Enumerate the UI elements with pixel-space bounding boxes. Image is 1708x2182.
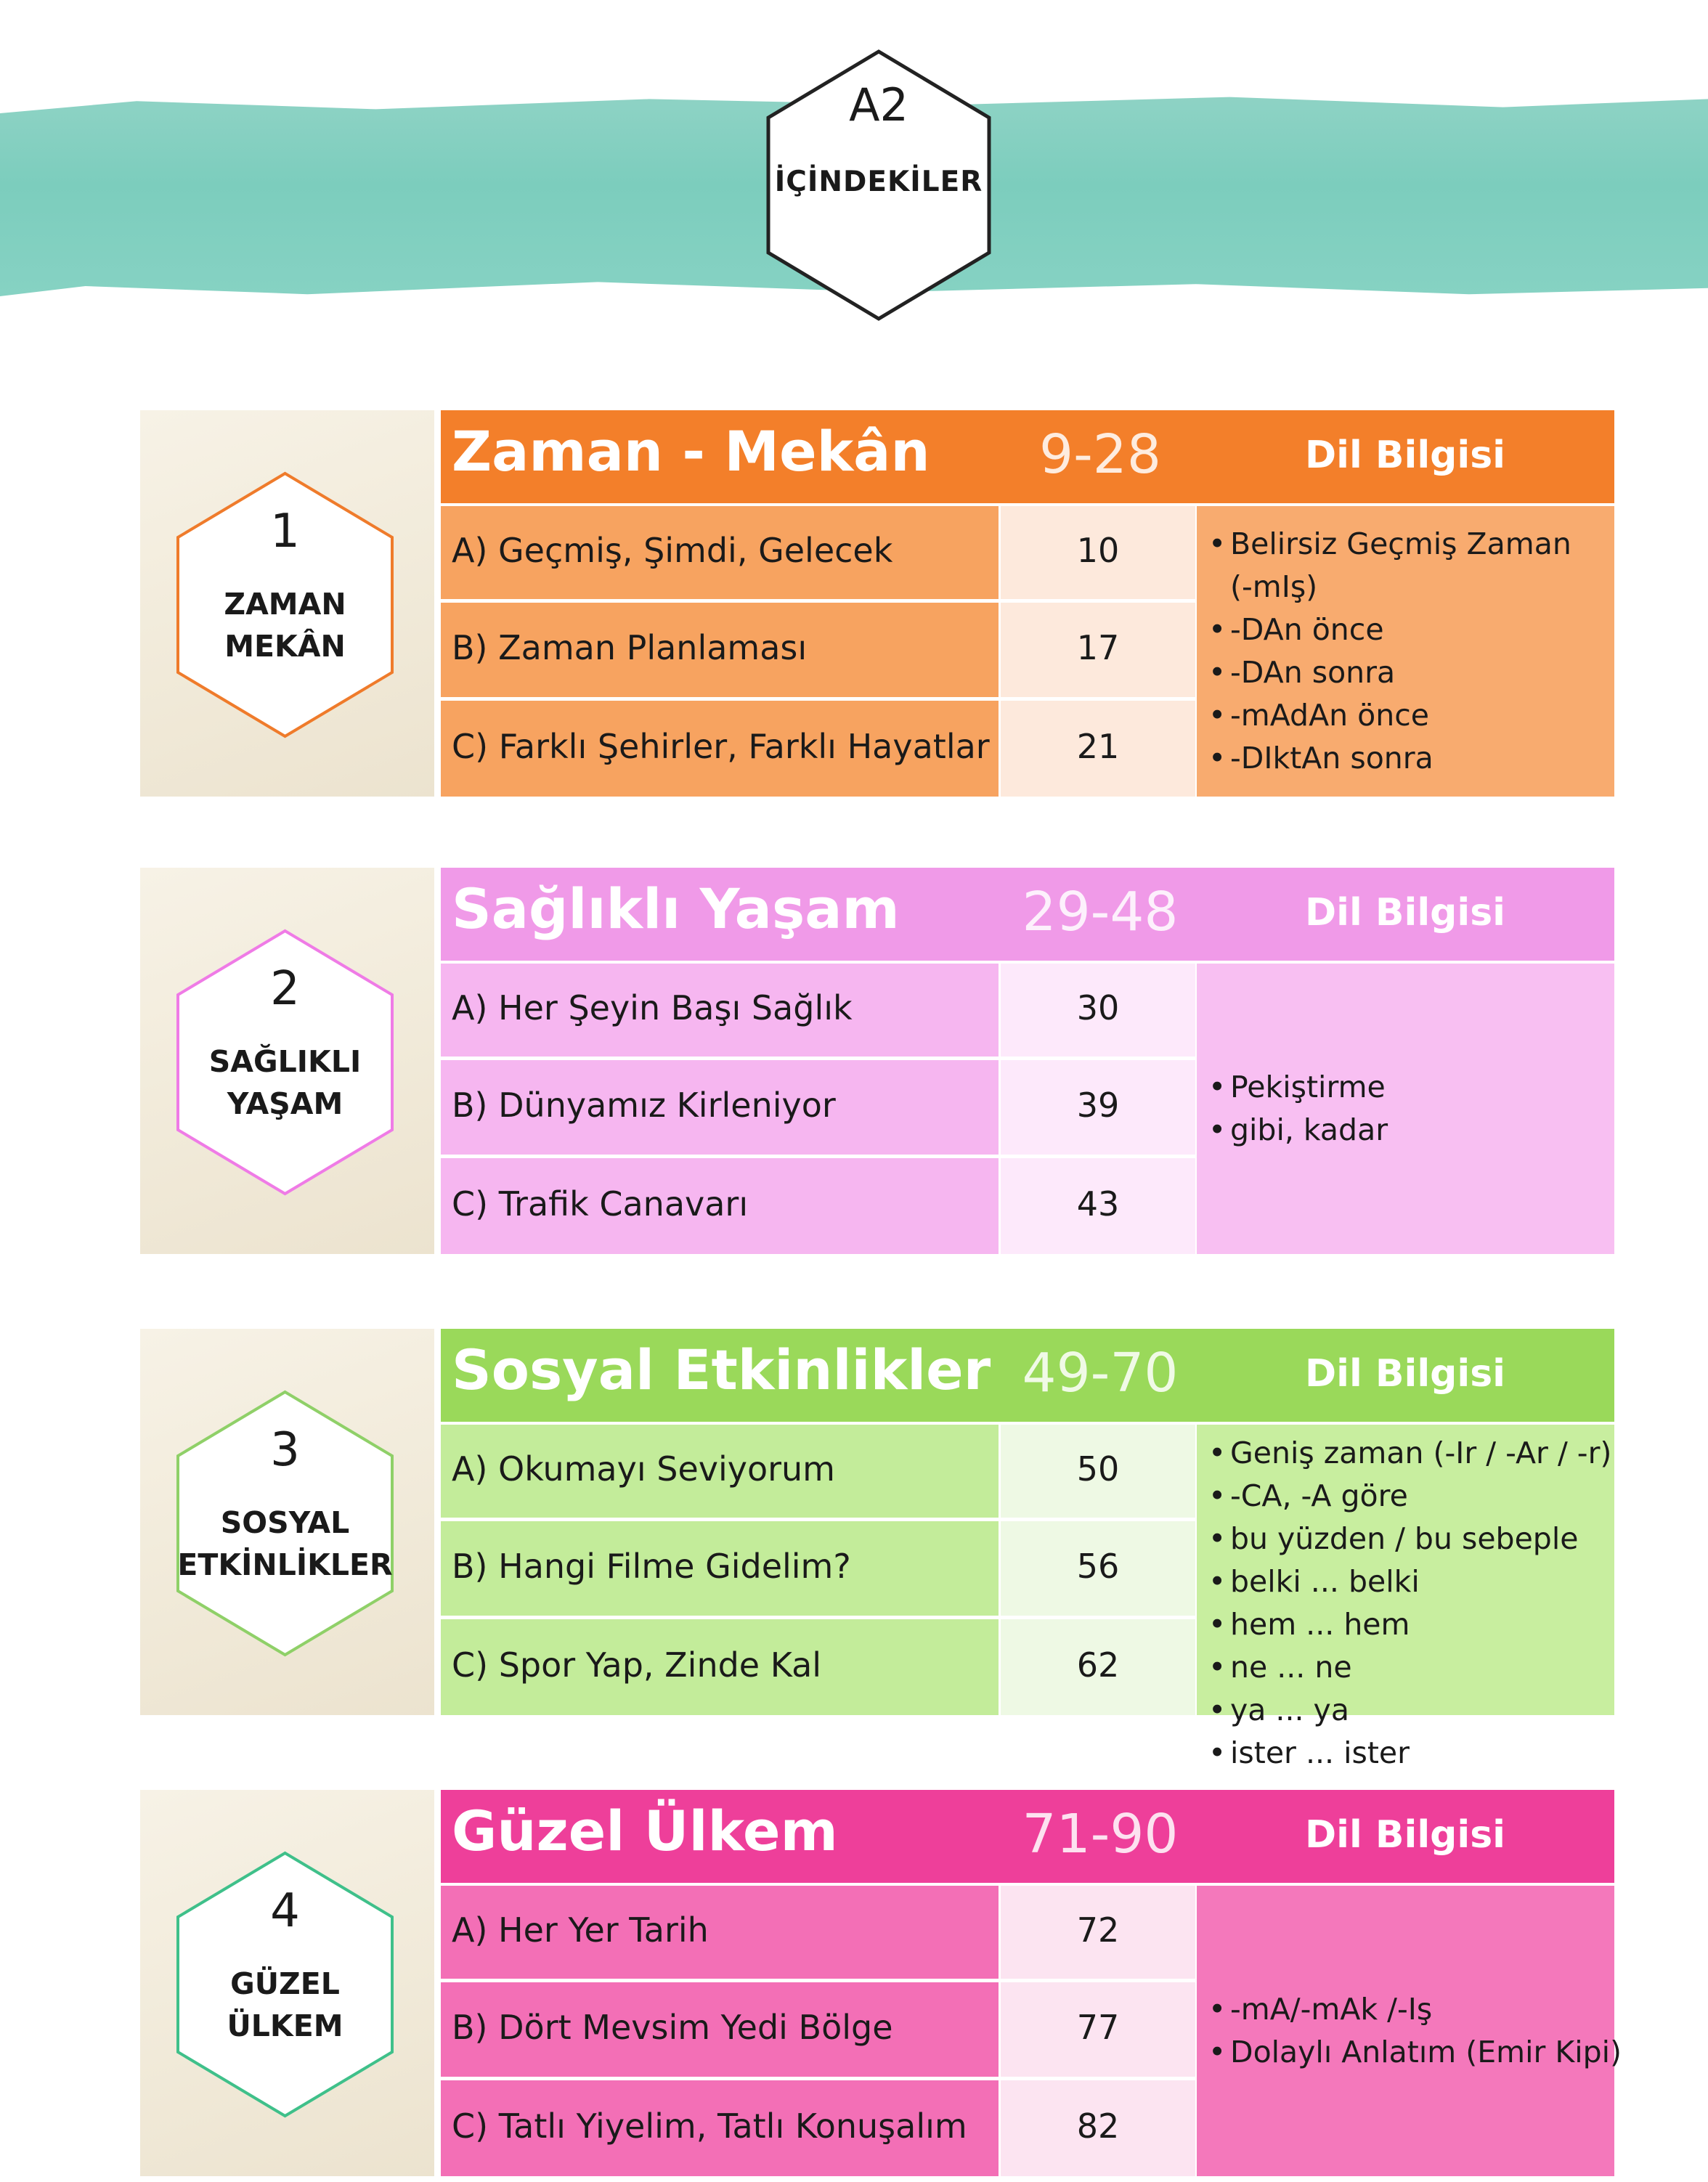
grammar-item: • Pekiştirme [1205,1066,1388,1109]
unit-title: Güzel Ülkem [452,1799,838,1863]
unit-name: GÜZEL ÜLKEM [227,1966,343,2043]
grammar-item: • -DAn sonra [1205,651,1571,694]
unit-number: 2 [270,962,300,1016]
grammar-list [1205,1066,1388,1152]
unit-section [0,410,1708,802]
unit-section [0,1329,1708,1770]
lesson-title[interactable]: A) Geçmiş, Şimdi, Gelecek [452,531,893,570]
grammar-item: • -DIktAn sonra [1205,737,1571,780]
lesson-page-number: 72 [1076,1910,1120,1950]
grammar-item: • -mAdAn önce [1205,694,1571,737]
unit-title: Sosyal Etkinlikler [452,1338,991,1402]
unit-page-range: 49-70 [1022,1342,1179,1404]
grammar-item: • Belirsiz Geçmiş Zaman [1205,523,1571,566]
unit-name: SAĞLIKLI YAŞAM [208,1044,362,1121]
lesson-page-number: 10 [1076,531,1120,570]
unit-title: Zaman - Mekân [452,419,930,484]
lesson-title[interactable]: B) Dünyamız Kirleniyor [452,1086,836,1125]
grammar-header: Dil Bilgisi [1304,891,1506,935]
unit-page-range: 29-48 [1022,881,1179,943]
unit-number: 4 [270,1884,300,1938]
grammar-item: • -CA, -A göre [1205,1475,1611,1518]
lesson-page-number: 43 [1076,1184,1120,1224]
grammar-item: • belki ... belki [1205,1560,1611,1603]
unit-number: 3 [270,1423,300,1477]
lesson-page-number: 77 [1076,2008,1120,2047]
grammar-header: Dil Bilgisi [1304,1352,1506,1396]
grammar-list [1205,1432,1611,1775]
lesson-title[interactable]: C) Trafik Canavarı [452,1184,749,1224]
unit-page-range: 9-28 [1039,423,1161,486]
lesson-title[interactable]: B) Hangi Filme Gidelim? [452,1547,851,1586]
grammar-header: Dil Bilgisi [1304,433,1506,477]
unit-number: 1 [270,505,300,558]
unit-section [0,868,1708,1260]
grammar-item: • ya ... ya [1205,1689,1611,1732]
lesson-page-number: 30 [1076,988,1120,1027]
lesson-page-number: 82 [1076,2106,1120,2146]
grammar-list [1205,1988,1622,2074]
unit-title: Sağlıklı Yaşam [452,876,900,941]
lesson-page-number: 17 [1076,628,1120,667]
unit-name: SOSYAL ETKİNLİKLER [177,1505,393,1582]
grammar-item: (-mIş) [1230,569,1318,604]
lesson-page-number: 39 [1076,1086,1120,1125]
grammar-list [1205,523,1571,780]
lesson-title[interactable]: A) Okumayı Seviyorum [452,1449,835,1489]
lesson-title[interactable]: C) Tatlı Yiyelim, Tatlı Konuşalım [452,2106,967,2146]
unit-name: ZAMAN MEKÂN [224,587,346,664]
grammar-item: • gibi, kadar [1205,1109,1388,1152]
lesson-page-number: 21 [1076,727,1120,766]
lesson-title[interactable]: C) Spor Yap, Zinde Kal [452,1645,822,1685]
grammar-item: • ister ... ister [1205,1732,1611,1775]
level-code: A2 [849,78,908,131]
lesson-title[interactable]: C) Farklı Şehirler, Farklı Hayatlar [452,727,990,766]
grammar-item: • ne ... ne [1205,1646,1611,1689]
lesson-page-number: 62 [1076,1645,1120,1685]
grammar-item: • -DAn önce [1205,608,1571,651]
grammar-item: • Dolaylı Anlatım (Emir Kipi) [1205,2031,1622,2074]
lesson-title[interactable]: A) Her Şeyin Başı Sağlık [452,988,853,1027]
grammar-item: • hem ... hem [1205,1603,1611,1646]
grammar-header: Dil Bilgisi [1304,1813,1506,1857]
grammar-item: • -mA/-mAk /-Iş [1205,1988,1622,2031]
lesson-page-number: 56 [1076,1547,1120,1586]
lesson-title[interactable]: B) Dört Mevsim Yedi Bölge [452,2008,893,2047]
lesson-page-number: 50 [1076,1449,1120,1489]
grammar-item: • bu yüzden / bu sebeple [1205,1518,1611,1560]
grammar-item: • Geniş zaman (-Ir / -Ar / -r) [1205,1432,1611,1475]
unit-section [0,1790,1708,2182]
page-title: İÇİNDEKİLER [774,166,983,198]
lesson-title[interactable]: B) Zaman Planlaması [452,628,808,667]
unit-page-range: 71-90 [1022,1803,1179,1865]
lesson-title[interactable]: A) Her Yer Tarih [452,1910,709,1950]
